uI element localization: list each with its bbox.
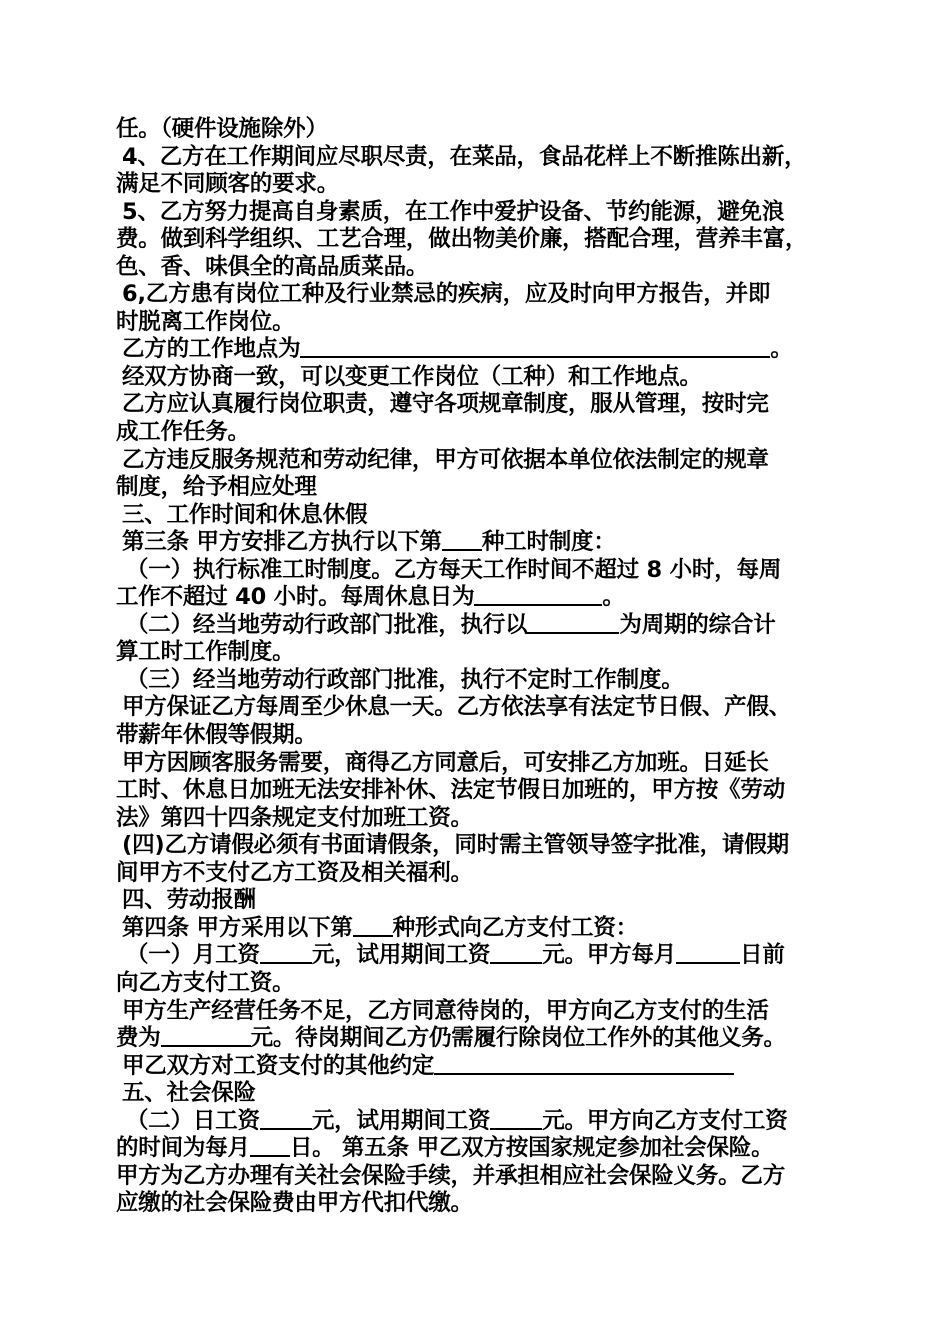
text-line: 算工时工作制度。 bbox=[116, 639, 295, 666]
fill-blank bbox=[260, 942, 312, 964]
fill-blank bbox=[353, 915, 393, 937]
text-line: （二）日工资 元，试用期间工资 元。甲方向乙方支付工资 bbox=[126, 1107, 788, 1134]
fill-blank bbox=[250, 1135, 290, 1157]
fill-blank bbox=[260, 1108, 312, 1130]
text-line: 5、乙方努力提高自身素质，在工作中爱护设备、节约能源，避免浪 bbox=[122, 198, 785, 225]
text-line: (四)乙方请假必须有书面请假条，同时需主管领导签字批准，请假期 bbox=[122, 832, 789, 859]
text-line: 乙方应认真履行岗位职责，遵守各项规章制度，服从管理，按时完 bbox=[122, 391, 769, 418]
text-line: （三）经当地劳动行政部门批准，执行不定时工作制度。 bbox=[126, 666, 684, 693]
fill-blank bbox=[300, 336, 770, 358]
text-line: （一）月工资 元，试用期间工资 元。甲方每月 日前 bbox=[126, 942, 785, 969]
text-line: 应缴的社会保险费由甲方代扣代缴。 bbox=[116, 1190, 473, 1217]
text-line: 间甲方不支付乙方工资及相关福利。 bbox=[116, 859, 473, 886]
fill-blank bbox=[490, 1108, 542, 1130]
text-line: 甲乙双方对工资支付的其他约定 bbox=[116, 1053, 846, 1081]
text-line: 第四条 甲方采用以下第 种形式向乙方支付工资： bbox=[122, 914, 638, 941]
text-line: 第三条 甲方安排乙方执行以下第 种工时制度： bbox=[122, 529, 616, 556]
text-line: 费为 元。待岗期间乙方仍需履行除岗位工作外的其他义务。 bbox=[116, 1025, 786, 1052]
fill-blank bbox=[434, 1053, 734, 1075]
text-line: 成工作任务。 bbox=[116, 419, 250, 446]
text-line: 时脱离工作岗位。 bbox=[116, 308, 295, 335]
text-line: 工时、休息日加班无法安排补休、法定节假日加班的，甲方按《劳动 bbox=[116, 777, 786, 804]
fill-blank bbox=[676, 942, 740, 964]
text-line: 甲方保证乙方每周至少休息一天。乙方依法享有法定节日假、产假、 bbox=[122, 694, 792, 721]
text-line: 向乙方支付工资。 bbox=[116, 969, 295, 996]
text-line: （一）执行标准工时制度。乙方每天工作时间不超过 8 小时，每周 bbox=[126, 556, 782, 583]
fill-blank bbox=[490, 942, 542, 964]
text-line: 带薪年休假等假期。 bbox=[116, 722, 317, 749]
text-line: 费。做到科学组织、工艺合理，做出物美价廉，搭配合理，营养丰富， bbox=[116, 226, 808, 253]
section-heading: 三、工作时间和休息休假 bbox=[122, 501, 368, 528]
text-line: 色、香、味俱全的高品质菜品。 bbox=[116, 253, 429, 280]
section-heading: 五、社会保险 bbox=[122, 1080, 256, 1107]
fill-blank bbox=[161, 1025, 251, 1047]
document-page bbox=[116, 116, 846, 1218]
text-line: 6,乙方患有岗位工种及行业禁忌的疾病，应及时向甲方报告，并即 bbox=[122, 281, 771, 308]
fill-blank bbox=[474, 584, 602, 606]
text-line: 任。（硬件设施除外） bbox=[116, 116, 328, 142]
text-line: 经双方协商一致，可以变更工作岗位（工种）和工作地点。 bbox=[122, 363, 702, 390]
text-line: 甲方为乙方办理有关社会保险手续，并承担相应社会保险义务。乙方 bbox=[116, 1162, 786, 1189]
text-line: 法》第四十四条规定支付加班工资。 bbox=[116, 804, 473, 831]
text-line: 乙方违反服务规范和劳动纪律，甲方可依据本单位依法制定的规章 bbox=[122, 446, 769, 473]
text-line: 满足不同顾客的要求。 bbox=[116, 171, 340, 198]
text-line: 制度，给予相应处理 bbox=[116, 474, 317, 501]
fill-blank bbox=[527, 612, 619, 634]
text-line: 甲方因顾客服务需要，商得乙方同意后，可安排乙方加班。日延长 bbox=[122, 749, 769, 776]
text-line: 甲方生产经营任务不足，乙方同意待岗的，甲方向乙方支付的生活 bbox=[122, 997, 769, 1024]
text-line: （二）经当地劳动行政部门批准，执行以 为周期的综合计 bbox=[126, 611, 776, 638]
text-line: 工作不超过 40 小时。每周休息日为 。 bbox=[116, 584, 625, 611]
text-line: 4、乙方在工作期间应尽职尽责，在菜品，食品花样上不断推陈出新， bbox=[122, 143, 807, 170]
section-heading: 四、劳动报酬 bbox=[122, 887, 256, 914]
fill-blank bbox=[442, 529, 482, 551]
text-line: 乙方的工作地点为 。 bbox=[122, 336, 793, 363]
text-line: 的时间为每月 日。 第五条 甲乙双方按国家规定参加社会保险。 bbox=[116, 1135, 774, 1162]
